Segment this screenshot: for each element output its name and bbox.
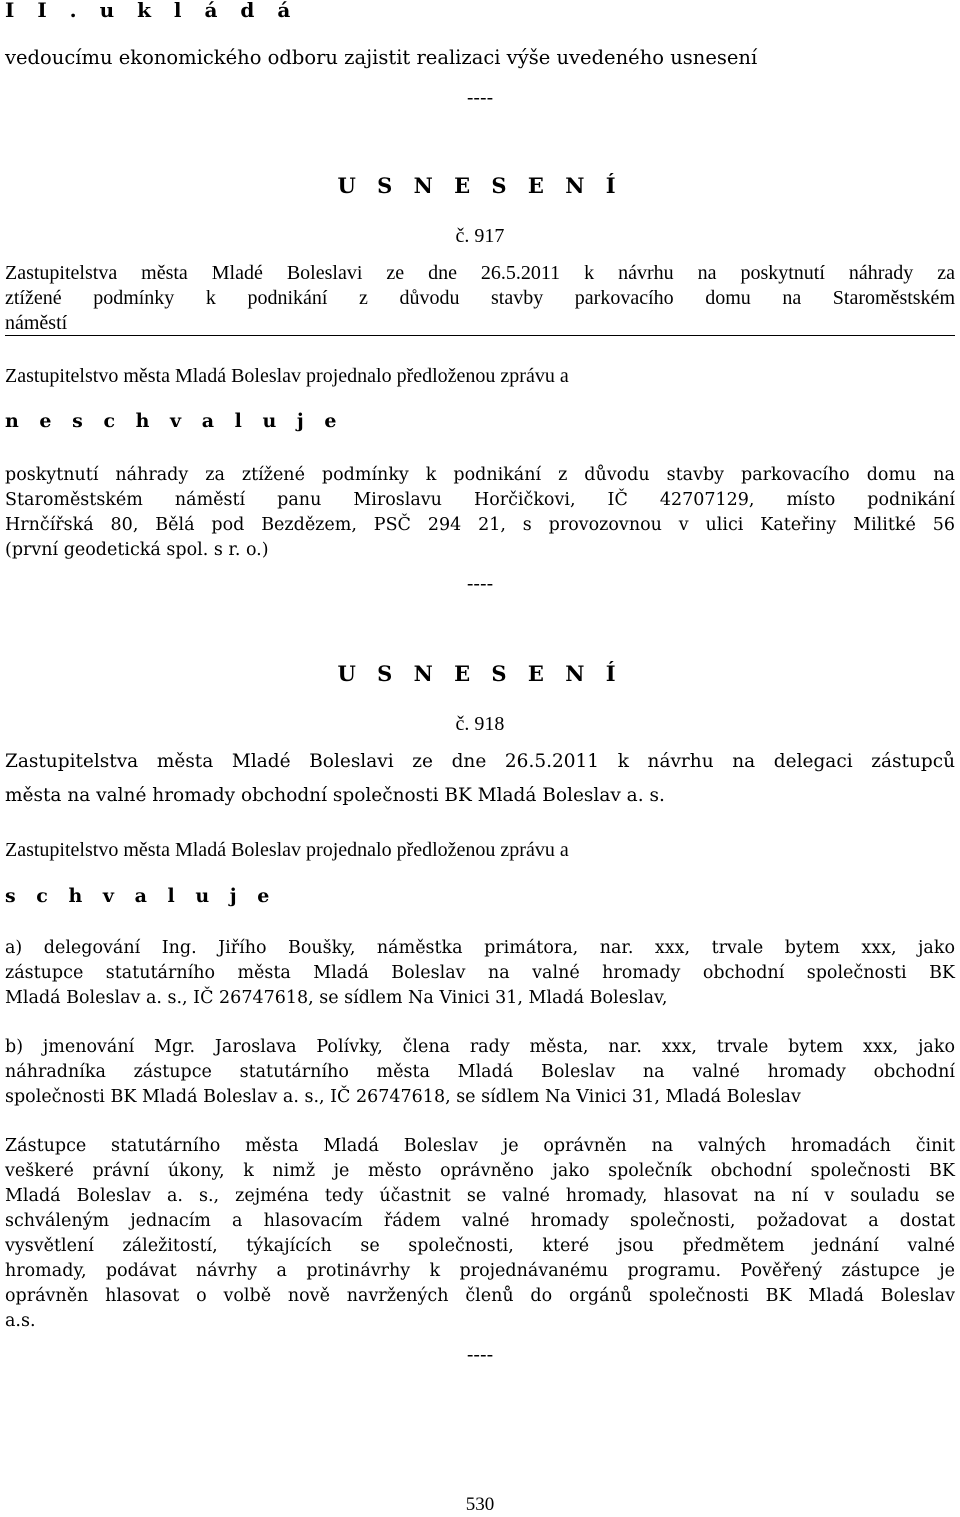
- resolution-heading: U S N E S E N Í: [337, 173, 623, 198]
- decision-label: n e s c h v a l u j e: [5, 410, 344, 432]
- authority-line: veškeré právní úkony, k nimž je město oprávněno jako společník obchodní společnosti BK: [5, 1161, 955, 1181]
- authority-line: a.s.: [5, 1311, 36, 1331]
- body-line: poskytnutí náhrady za ztížené podmínky k podnikání z důvodu stavby parkovacího domu na: [5, 465, 955, 485]
- body-line: Staroměstském náměstí panu Miroslavu Horčičkovi, IČ 42707129, místo podnikání: [5, 490, 955, 510]
- authority-line: schváleným jednacím a hlasovacím řádem valné hromady společnosti, požadovat a dostat: [5, 1211, 955, 1231]
- section-header: I I . u k l á d á: [5, 0, 299, 22]
- item-b-line: b) jmenování Mgr. Jaroslava Polívky, člena rady města, nar. xxx, trvale bytem xxx, jako: [5, 1037, 955, 1057]
- item-b-line: náhradníka zástupce statutárního města Mladá Boleslav na valné hromady obchodní: [5, 1062, 955, 1082]
- preamble-text: Zastupitelstvo města Mladá Boleslav projednalo předloženou zprávu a: [5, 839, 569, 861]
- resolution-title-line: města na valné hromady obchodní společnosti BK Mladá Boleslav a. s.: [5, 785, 665, 806]
- resolution-title-line: Zastupitelstva města Mladé Boleslavi ze dne 26.5.2011 k návrhu na delegaci zástupců: [5, 751, 955, 772]
- resolution-number: č. 917: [455, 225, 505, 247]
- body-line: (první geodetická spol. s r. o.): [5, 540, 269, 560]
- authority-line: oprávněn hlasovat o volbě nově navržených členů do orgánů společnosti BK Mladá Boleslav: [5, 1286, 955, 1306]
- resolution-title-line: ztížené podmínky k podnikání z důvodu stavby parkovacího domu na Staroměstském: [5, 287, 955, 309]
- resolution-heading: U S N E S E N Í: [337, 661, 623, 686]
- resolution-number: č. 918: [455, 713, 505, 735]
- resolution-title-line: Zastupitelstva města Mladé Boleslavi ze dne 26.5.2011 k návrhu na poskytnutí náhrady za: [5, 262, 955, 284]
- item-a-line: a) delegování Ing. Jiřího Boušky, náměstka primátora, nar. xxx, trvale bytem xxx, jako: [5, 938, 955, 958]
- authority-line: vysvětlení záležitostí, týkajících se společnosti, které jsou předmětem jednání valné: [5, 1236, 955, 1256]
- item-a-line: Mladá Boleslav a. s., IČ 26747618, se sídlem Na Vinici 31, Mladá Boleslav,: [5, 988, 668, 1008]
- separator: ----: [466, 86, 494, 109]
- authority-line: Zástupce statutárního města Mladá Boleslav je oprávněn na valných hromadách činit: [5, 1136, 955, 1156]
- decision-label: s c h v a l u j e: [5, 885, 277, 907]
- resolution-title-line: náměstí: [5, 312, 68, 334]
- separator: ----: [466, 572, 494, 595]
- separator: ----: [466, 1343, 494, 1366]
- authority-line: hromady, podávat návrhy a protinávrhy k projednávanému programu. Pověřený zástupce je: [5, 1261, 955, 1281]
- preamble-text: Zastupitelstvo města Mladá Boleslav projednalo předloženou zprávu a: [5, 365, 569, 387]
- intro-text: vedoucímu ekonomického odboru zajistit realizaci výše uvedeného usnesení: [5, 46, 758, 69]
- authority-line: Mladá Boleslav a. s., zejména tedy účastnit se valné hromady, hlasovat na ní v souladu se: [5, 1186, 955, 1206]
- item-b-line: společnosti BK Mladá Boleslav a. s., IČ 26747618, se sídlem Na Vinici 31, Mladá Boleslav: [5, 1087, 801, 1107]
- body-line: Hrnčířská 80, Bělá pod Bezdězem, PSČ 294 21, s provozovnou v ulici Kateřiny Militké 56: [5, 515, 955, 535]
- title-underline: [5, 335, 955, 336]
- page-number: 530: [465, 1494, 495, 1515]
- item-a-line: zástupce statutárního města Mladá Boleslav na valné hromady obchodní společnosti BK: [5, 963, 955, 983]
